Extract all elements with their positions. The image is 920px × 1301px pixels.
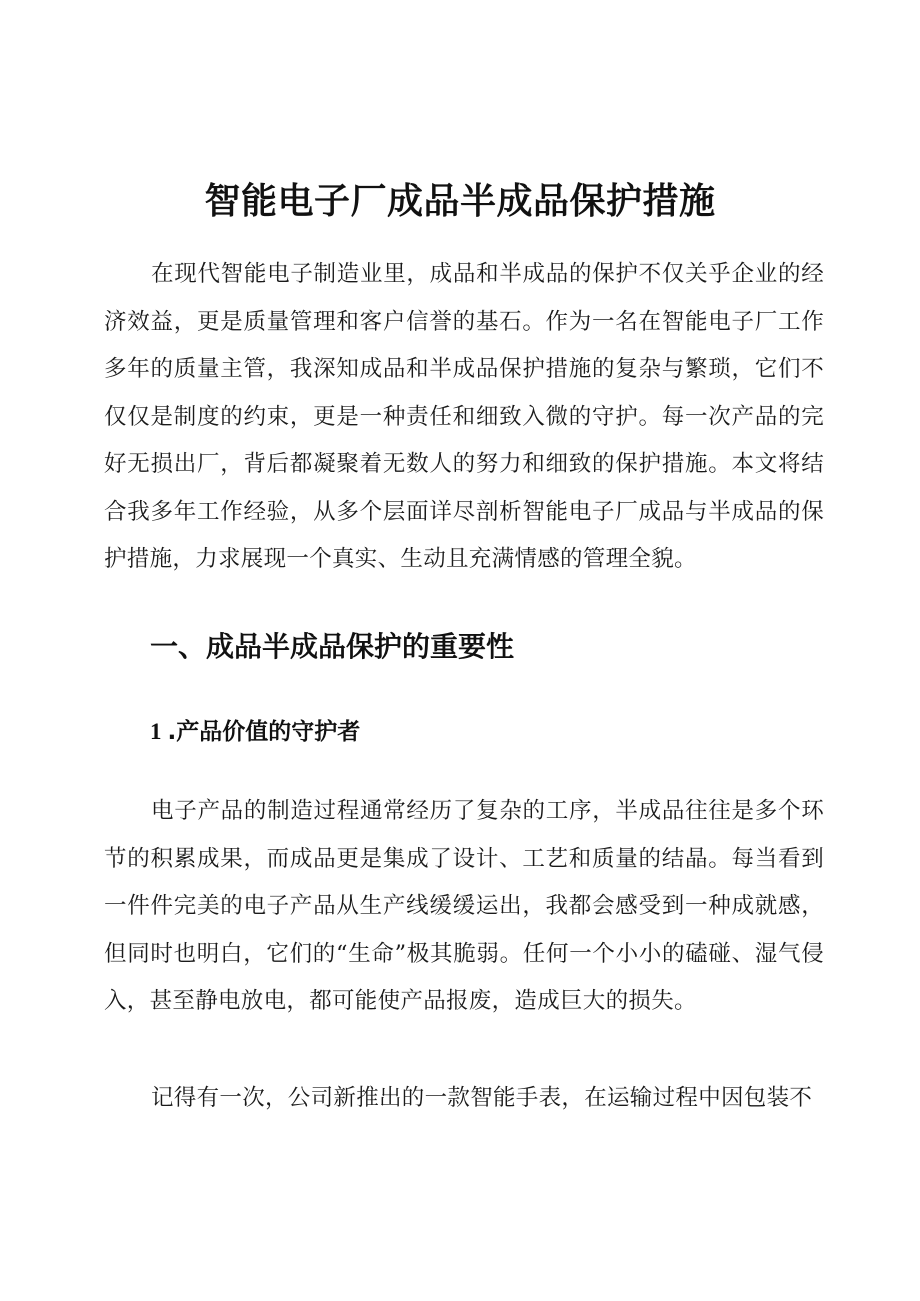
intro-paragraph: 在现代智能电子制造业里，成品和半成品的保护不仅关乎企业的经济效益，更是质量管理和客户信誉的基石。作为一名在智能电子厂工作多年的质量主管，我深知成品和半成品保护措施的复杂与繁琐，它们不仅仅是制度的约束，更是一种责任和细致入微的守护。每一次产品的完好无损出厂，背后都凝聚着无数人的努力和细致的保护措施。本文将结合我多年工作经验，从多个层面详尽剖析智能电子厂成品与半成品的保护措施，力求展现一个真实、生动且充满情感的管理全貌。 [104,261,824,572]
subsection-title: .产品价值的守护者 [167,719,361,745]
subsection-heading [150,712,360,752]
body-paragraph-continued: 记得有一次，公司新推出的一款智能手表，在运输过程中因包装不 [151,1085,813,1111]
body-paragraph: 电子产品的制造过程通常经历了复杂的工序，半成品往往是多个环节的积累成果，而成品更是集成了设计、工艺和质量的结晶。每当看到一件件完美的电子产品从生产线缓缓运出，我都会感受到一种成就感，但同时也明白，它们的“生命”极其脆弱。任何一个小小的磕碰、湿气侵入，甚至静电放电，都可能使产品报废，造成巨大的损失。 [104,798,824,1014]
subsection-number: 1 [150,719,162,744]
document-title: 智能电子厂成品半成品保护措施 [204,181,716,222]
section-heading: 一、成品半成品保护的重要性 [150,630,515,663]
